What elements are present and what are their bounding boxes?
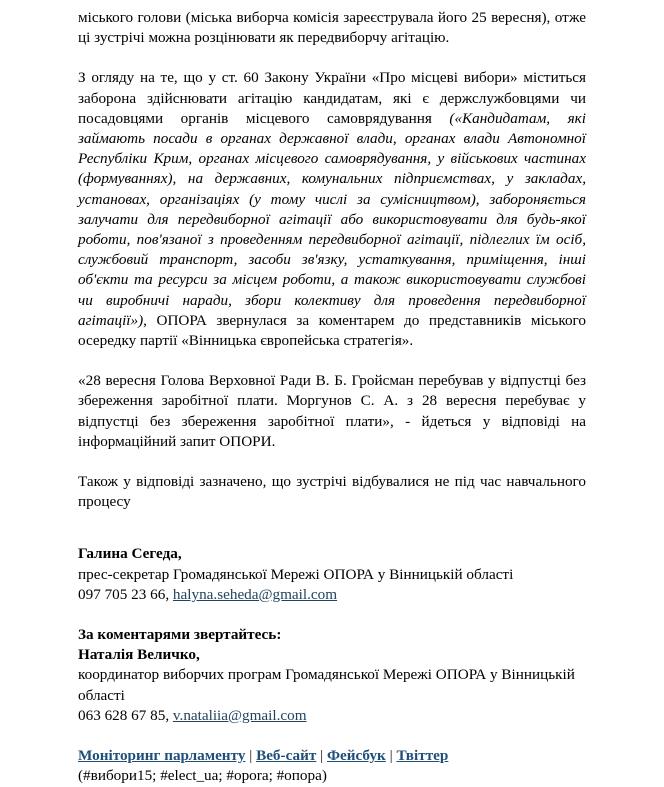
contact-role: координатор виборчих програм Громадянської Мережі ОПОРА у Вінницькій області [78,666,575,704]
paragraph-law-citation [78,68,586,351]
link-separator: | [245,747,257,765]
section-spacer [78,605,586,625]
paragraph-spacer [78,351,586,371]
paragraph-2-tail: , ОПОРА звернулася за коментарем до представників міського осередку партії «Вінницька європейська стратегія». [78,311,586,350]
section-spacer [78,512,586,544]
link-separator: | [385,747,397,765]
contact-phone: 063 628 67 85, [78,706,170,724]
footer-link-website[interactable]: Веб-сайт [256,747,317,765]
footer-hashtags: (#вибори15; #elect_ua; #opora; #опора) [78,767,327,785]
paragraph-official-response [78,371,586,452]
link-separator: | [316,747,327,765]
paragraph-3-text: «28 вересня Голова Верховної Ради В. Б. Гройсман перебував у відпустці без збереження заробітної плати. Моргунов С. А. з 28 вересня перебуває у відпустці без збереження заробітної плати», - йдеться у відповіді на інформаційний запит ОПОРИ. [78,372,586,450]
paragraph-1-text: міського голови (міська виборча комісія зареєструвала його 25 вересня), отже ці зустрічі можна розцінювати як передвиборчу агітацію. [78,9,586,47]
contact-heading: За коментарями звертайтесь: [78,626,282,644]
paragraph-2-quoted-law: («Кандидатам, які займають посади в органах державної влади, органах влади Автономної Республіки Крим, органах місцевого самоврядування, у військових частинах (формуваннях), на державних, комунальних підприємствах, у закладах, установах, організаціях (у тому числі за сумісництвом), забороняється залучати для передвиборної агітації або використовувати для будь-якої роботи, пов'язаної з проведенням передвиборної агітації, підлеглих їм осіб, службовий транспорт, засоби зв'язку, устаткування, приміщення, інші об'єкти та ресурси за місцем роботи, а також використовувати службові чи виробничі наради, збори колективу для проведення передвиборної агітації») [78,109,586,329]
contact-phone-email-row [78,585,586,605]
contact-phone: 097 705 23 66, [78,585,170,603]
paragraph-2-lead: З огляду на те, що у ст. 60 Закону України «Про місцеві вибори» міститься заборона здійснювати агітацію кандидатам, які є держслужбовцями чи посадовцями органів місцевого самоврядування [78,69,586,127]
footer-links-row [78,746,586,766]
paragraph-4-text: Також у відповіді зазначено, що зустрічі відбувалися не під час навчального процесу [78,473,586,511]
contact-email-link[interactable]: halyna.seheda@gmail.com [172,585,338,603]
footer-link-facebook[interactable]: Фейсбук [326,747,386,765]
contact-email-link[interactable]: v.nataliia@gmail.com [172,706,307,724]
contact-phone-email-row [78,706,586,726]
footer-link-parliament-monitoring[interactable]: Моніторинг парламенту [78,747,246,765]
paragraph-continuation [78,8,586,48]
paragraph-spacer [78,452,586,472]
contact-name: Наталія Величко, [78,646,200,664]
contact-block-coordinator [78,625,586,726]
section-spacer [78,726,586,746]
contact-block-press-secretary [78,544,586,605]
paragraph-additional-note [78,472,586,512]
footer-link-twitter[interactable]: Твіттер [396,747,449,765]
contact-role: прес-секретар Громадянської Мережі ОПОРА у Вінницькій області [78,565,514,583]
contact-name: Галина Сегеда, [78,545,182,563]
paragraph-spacer [78,48,586,68]
